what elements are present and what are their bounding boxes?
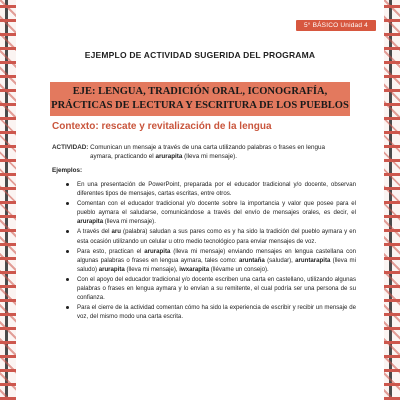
list-item — [66, 247, 356, 274]
activity-description — [52, 143, 352, 161]
axis-banner — [50, 82, 350, 116]
list-item — [66, 275, 356, 302]
aymara-term: iwxarapita — [179, 265, 210, 273]
list-item-text: (lleva mi mensaje) enviando mensajes en lengua castellana con algunas palabras o frases en lengua aymara, tales como: — [77, 247, 356, 264]
axis-banner-line-2: PRÁCTICAS DE LECTURA Y ESCRITURA DE LOS PUEBLOS — [51, 100, 349, 111]
list-item-text: Con el apoyo del educador tradicional y/o docente escriben una carta en castellano, utilizando algunas palabras o frases en lengua aymara y lo envían a su remitente, el cual podría ser una persona de su confianza. — [77, 275, 356, 302]
aymara-term: arurapita — [98, 265, 125, 273]
list-item-text: (saludar), — [264, 256, 296, 264]
page-title: EJEMPLO DE ACTIVIDAD SUGERIDA DEL PROGRAMA — [84, 50, 316, 60]
activity-text-line-1: Comunican un mensaje a través de una carta utilizando palabras o frases en lengua — [90, 144, 326, 151]
activity-text-part: aymara, practicando el — [90, 153, 156, 161]
list-item-text: (llévame un consejo). — [209, 265, 269, 273]
list-item-text: En una presentación de PowerPoint, preparada por el educador tradicional y/o docente, observan diferentes tipos de mensajes, cartas escritas, entre otros. — [77, 181, 356, 198]
list-item-text: (lleva mi mensaje). — [103, 218, 156, 226]
aymara-term: aruntaña — [239, 256, 265, 264]
aymara-term: arurapita — [77, 218, 104, 226]
examples-list — [66, 180, 356, 322]
axis-banner-line-1: EJE: LENGUA, TRADICIÓN ORAL, ICONOGRAFÍA, — [72, 86, 328, 97]
decorative-border-right — [384, 0, 400, 400]
list-item-text: Para el cierre de la actividad comentan cómo ha sido la experiencia de escribir y recibir un mensaje de voz, del mismo modo una carta escrita. — [77, 304, 356, 321]
list-item-text: (lleva mi mensaje), — [124, 265, 180, 273]
list-item-text: Comentan con el educador tradicional y/o docente sobre la importancia y valor que posee para el pueblo aymara el saludarse, comunicándose a través del envío de mensajes orales, es decir, el — [77, 200, 356, 217]
list-item — [66, 227, 356, 245]
aymara-term: aruntarapita — [295, 256, 331, 264]
list-item-text: A través del — [77, 228, 112, 236]
aymara-term: aru — [111, 228, 122, 236]
list-item-text: Para esto, practican el — [77, 247, 145, 255]
activity-text-line-2 — [52, 152, 352, 161]
grade-badge: 5° BÁSICO Unidad 4 — [296, 20, 376, 31]
context-heading: Contexto: rescate y revitalización de la lengua — [52, 121, 272, 132]
list-item — [66, 303, 356, 321]
list-item — [66, 180, 356, 198]
examples-heading: Ejemplos: — [52, 167, 83, 174]
list-item-text: (palabra) saludan a sus pares como es y ha sido la tradición del pueblo aymara y en esta ocasión utilizando un celular u otro medio tecnológico para enviar mensajes de voz. — [77, 228, 356, 245]
activity-keyword: arurapita — [155, 153, 183, 161]
list-item — [66, 199, 356, 226]
decorative-border-left — [0, 0, 16, 400]
activity-text-part: (lleva mi mensaje). — [182, 153, 237, 161]
aymara-term: arurapita — [144, 247, 171, 255]
list-item-text: (lleva mi saludo) — [77, 256, 356, 273]
activity-label: ACTIVIDAD: — [52, 144, 89, 151]
